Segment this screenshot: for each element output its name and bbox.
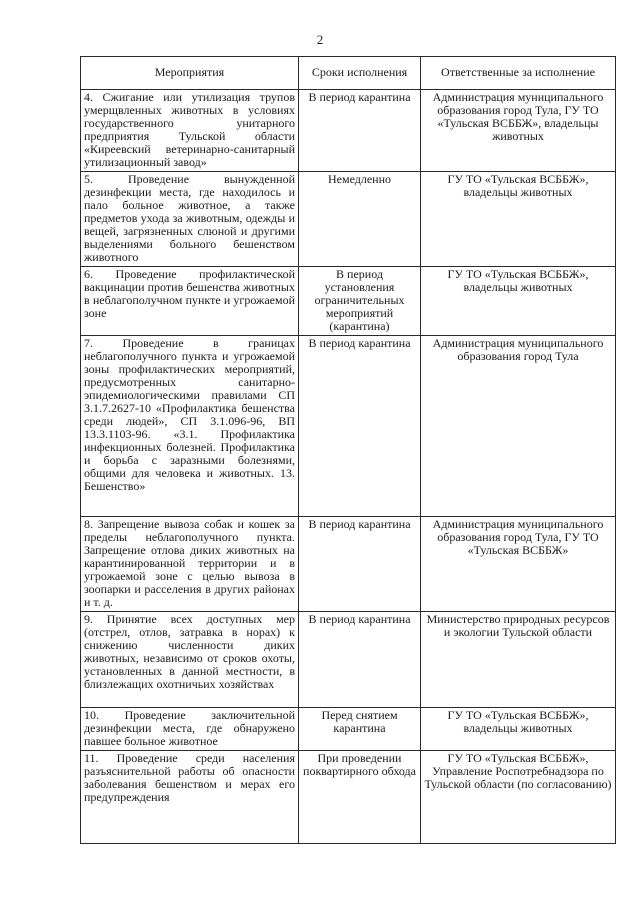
deadline-cell: В период установления ограничительных мероприятий (карантина) [299,267,421,336]
task-cell: 9. Принятие всех доступных мер (отстрел, отлов, затравка в норах) к снижению численности диких животных, независимо от сроков охоты, установленных в данной местности, в близлежащих охотничьих хозяйствах [81,612,299,708]
task-cell: 8. Запрещение вывоза собак и кошек за пределы неблагополучного пункта. Запрещение отлова диких животных на карантинированной территории и в угрожаемой зоне с целью вывоза в зоопарки и расселения в других районах и т. д. [81,517,299,612]
responsible-cell: Администрация муниципального образования город Тула, ГУ ТО «Тульская ВСББЖ» [421,517,616,612]
header-task: Мероприятия [81,57,299,90]
responsible-cell: ГУ ТО «Тульская ВСББЖ», владельцы животных [421,708,616,751]
table-row [81,517,616,612]
page-number: 2 [316,32,324,47]
table-row [81,90,616,172]
responsible-cell: ГУ ТО «Тульская ВСББЖ», владельцы животных [421,172,616,267]
deadline-cell: При проведении поквартирного обхода [299,751,421,844]
deadline-cell: В период карантина [299,90,421,172]
header-responsible: Ответственные за исполнение [421,57,616,90]
task-cell: 6. Проведение профилактической вакцинации против бешенства животных в неблагополучном пункте и угрожаемой зоне [81,267,299,336]
deadline-cell: В период карантина [299,517,421,612]
responsible-cell: ГУ ТО «Тульская ВСББЖ», Управление Роспотребнадзора по Тульской области (по согласованию) [421,751,616,844]
deadline-cell: Немедленно [299,172,421,267]
task-cell: 5. Проведение вынужденной дезинфекции места, где находилось и пало больное животное, а также предметов ухода за животным, одежды и вещей, загрязненных слюной и другими выделениями больного бешенством животного [81,172,299,267]
responsible-cell: Администрация муниципального образования город Тула, ГУ ТО «Тульская ВСББЖ», владельцы животных [421,90,616,172]
task-cell: 4. Сжигание или утилизация трупов умерщвленных животных в условиях государственного унитарного предприятия Тульской области «Киреевский ветеринарно-санитарный утилизационный завод» [81,90,299,172]
table-header-row [81,57,616,90]
table-row [81,172,616,267]
task-cell: 10. Проведение заключительной дезинфекции места, где обнаружено павшее больное животное [81,708,299,751]
table-row [81,336,616,517]
deadline-cell: Перед снятием карантина [299,708,421,751]
table-row [81,612,616,708]
table-row [81,708,616,751]
deadline-cell: В период карантина [299,336,421,517]
measures-table [80,56,616,844]
table-row [81,267,616,336]
task-cell: 11. Проведение среди населения разъяснительной работы об опасности заболевания бешенством и мерах его предупреждения [81,751,299,844]
header-deadline: Сроки исполнения [299,57,421,90]
table-row [81,751,616,844]
task-cell: 7. Проведение в границах неблагополучного пункта и угрожаемой зоны профилактических мероприятий, предусмотренных санитарно-эпидемиологическими правилами СП 3.1.7.2627-10 «Профилактика бешенства среди людей», СП 3.1.096-96, ВП 13.3.1103-96. «3.1. Профилактика инфекционных болезней. Профилактика и борьба с заразными болезнями, общими для человека и животных. 13. Бешенство» [81,336,299,517]
deadline-cell: В период карантина [299,612,421,708]
responsible-cell: Министерство природных ресурсов и экологии Тульской области [421,612,616,708]
responsible-cell: Администрация муниципального образования город Тула [421,336,616,517]
responsible-cell: ГУ ТО «Тульская ВСББЖ», владельцы животных [421,267,616,336]
